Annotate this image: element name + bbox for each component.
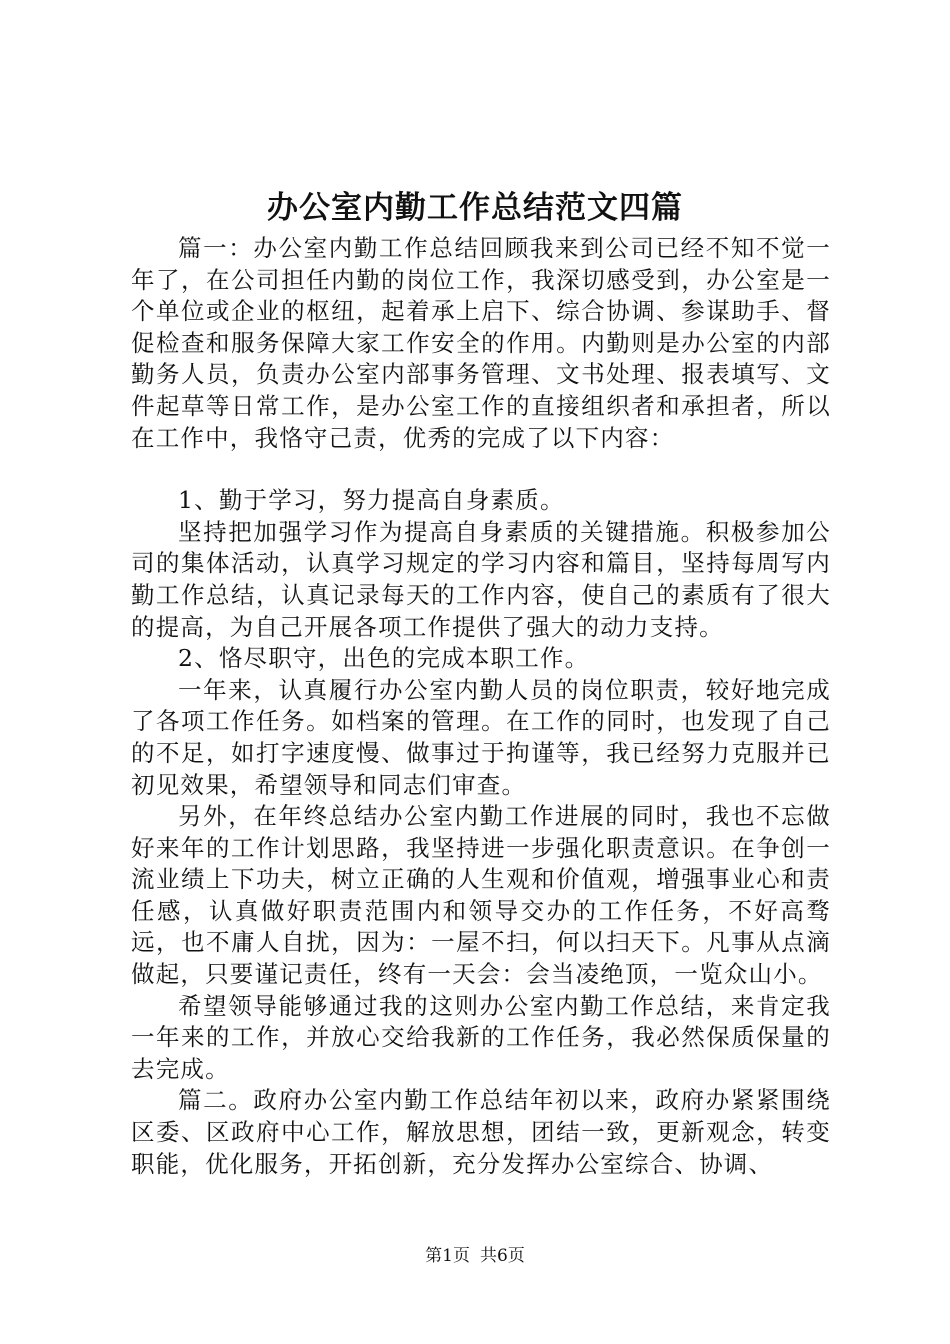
paragraph: 另外，在年终总结办公室内勤工作进展的同时，我也不忘做好来年的工作计划思路，我坚持进一步强化职责意识。在争创一流业绩上下功夫，树立正确的人生观和价值观，增强事业心和责任感，认真做好职责范围内和领导交办的工作任务，不好高骛远，也不庸人自扰，因为：一屋不扫，何以扫天下。凡事从点滴做起，只要谨记责任，终有一天会：会当凌绝顶，一览众山小。 <box>131 802 831 989</box>
paragraph: 坚持把加强学习作为提高自身素质的关键措施。积极参加公司的集体活动，认真学习规定的学习内容和篇目，坚持每周写内勤工作总结，认真记录每天的工作内容，使自己的素质有了很大的提高，为自己开展各项工作提供了强大的动力支持。 <box>131 517 831 641</box>
section-heading-1: 1、勤于学习，努力提高自身素质。 <box>178 486 565 515</box>
paragraph-part-two: 篇二。政府办公室内勤工作总结年初以来，政府办紧紧围绕区委、区政府中心工作，解放思想，团结一致，更新观念，转变职能，优化服务，开拓创新，充分发挥办公室综合、协调、 <box>131 1086 831 1178</box>
paragraph: 一年来，认真履行办公室内勤人员的岗位职责，较好地完成了各项工作任务。如档案的管理。在工作的同时，也发现了自己的不足，如打字速度慢、做事过于拘谨等，我已经努力克服并已初见效果，希望领导和同志们审查。 <box>131 675 831 799</box>
paragraph-intro: 篇一：办公室内勤工作总结回顾我来到公司已经不知不觉一年了，在公司担任内勤的岗位工作，我深切感受到，办公室是一个单位或企业的枢纽，起着承上启下、综合协调、参谋助手、督促检查和服务保障大家工作安全的作用。内勤则是办公室的内部勤务人员，负责办公室内部事务管理、文书处理、报表填写、文件起草等日常工作，是办公室工作的直接组织者和承担者，所以在工作中，我恪守己责，优秀的完成了以下内容： <box>131 234 831 452</box>
section-heading-2: 2、恪尽职守，出色的完成本职工作。 <box>178 644 590 673</box>
document-title: 办公室内勤工作总结范文四篇 <box>267 190 683 226</box>
document-body <box>131 233 831 1180</box>
page-number: 第1页 <box>425 1246 470 1266</box>
page-footer <box>0 1245 950 1267</box>
paragraph: 希望领导能够通过我的这则办公室内勤工作总结，来肯定我一年来的工作，并放心交给我新的工作任务，我必然保质保量的去完成。 <box>131 991 831 1083</box>
page-total: 共6页 <box>480 1246 525 1266</box>
